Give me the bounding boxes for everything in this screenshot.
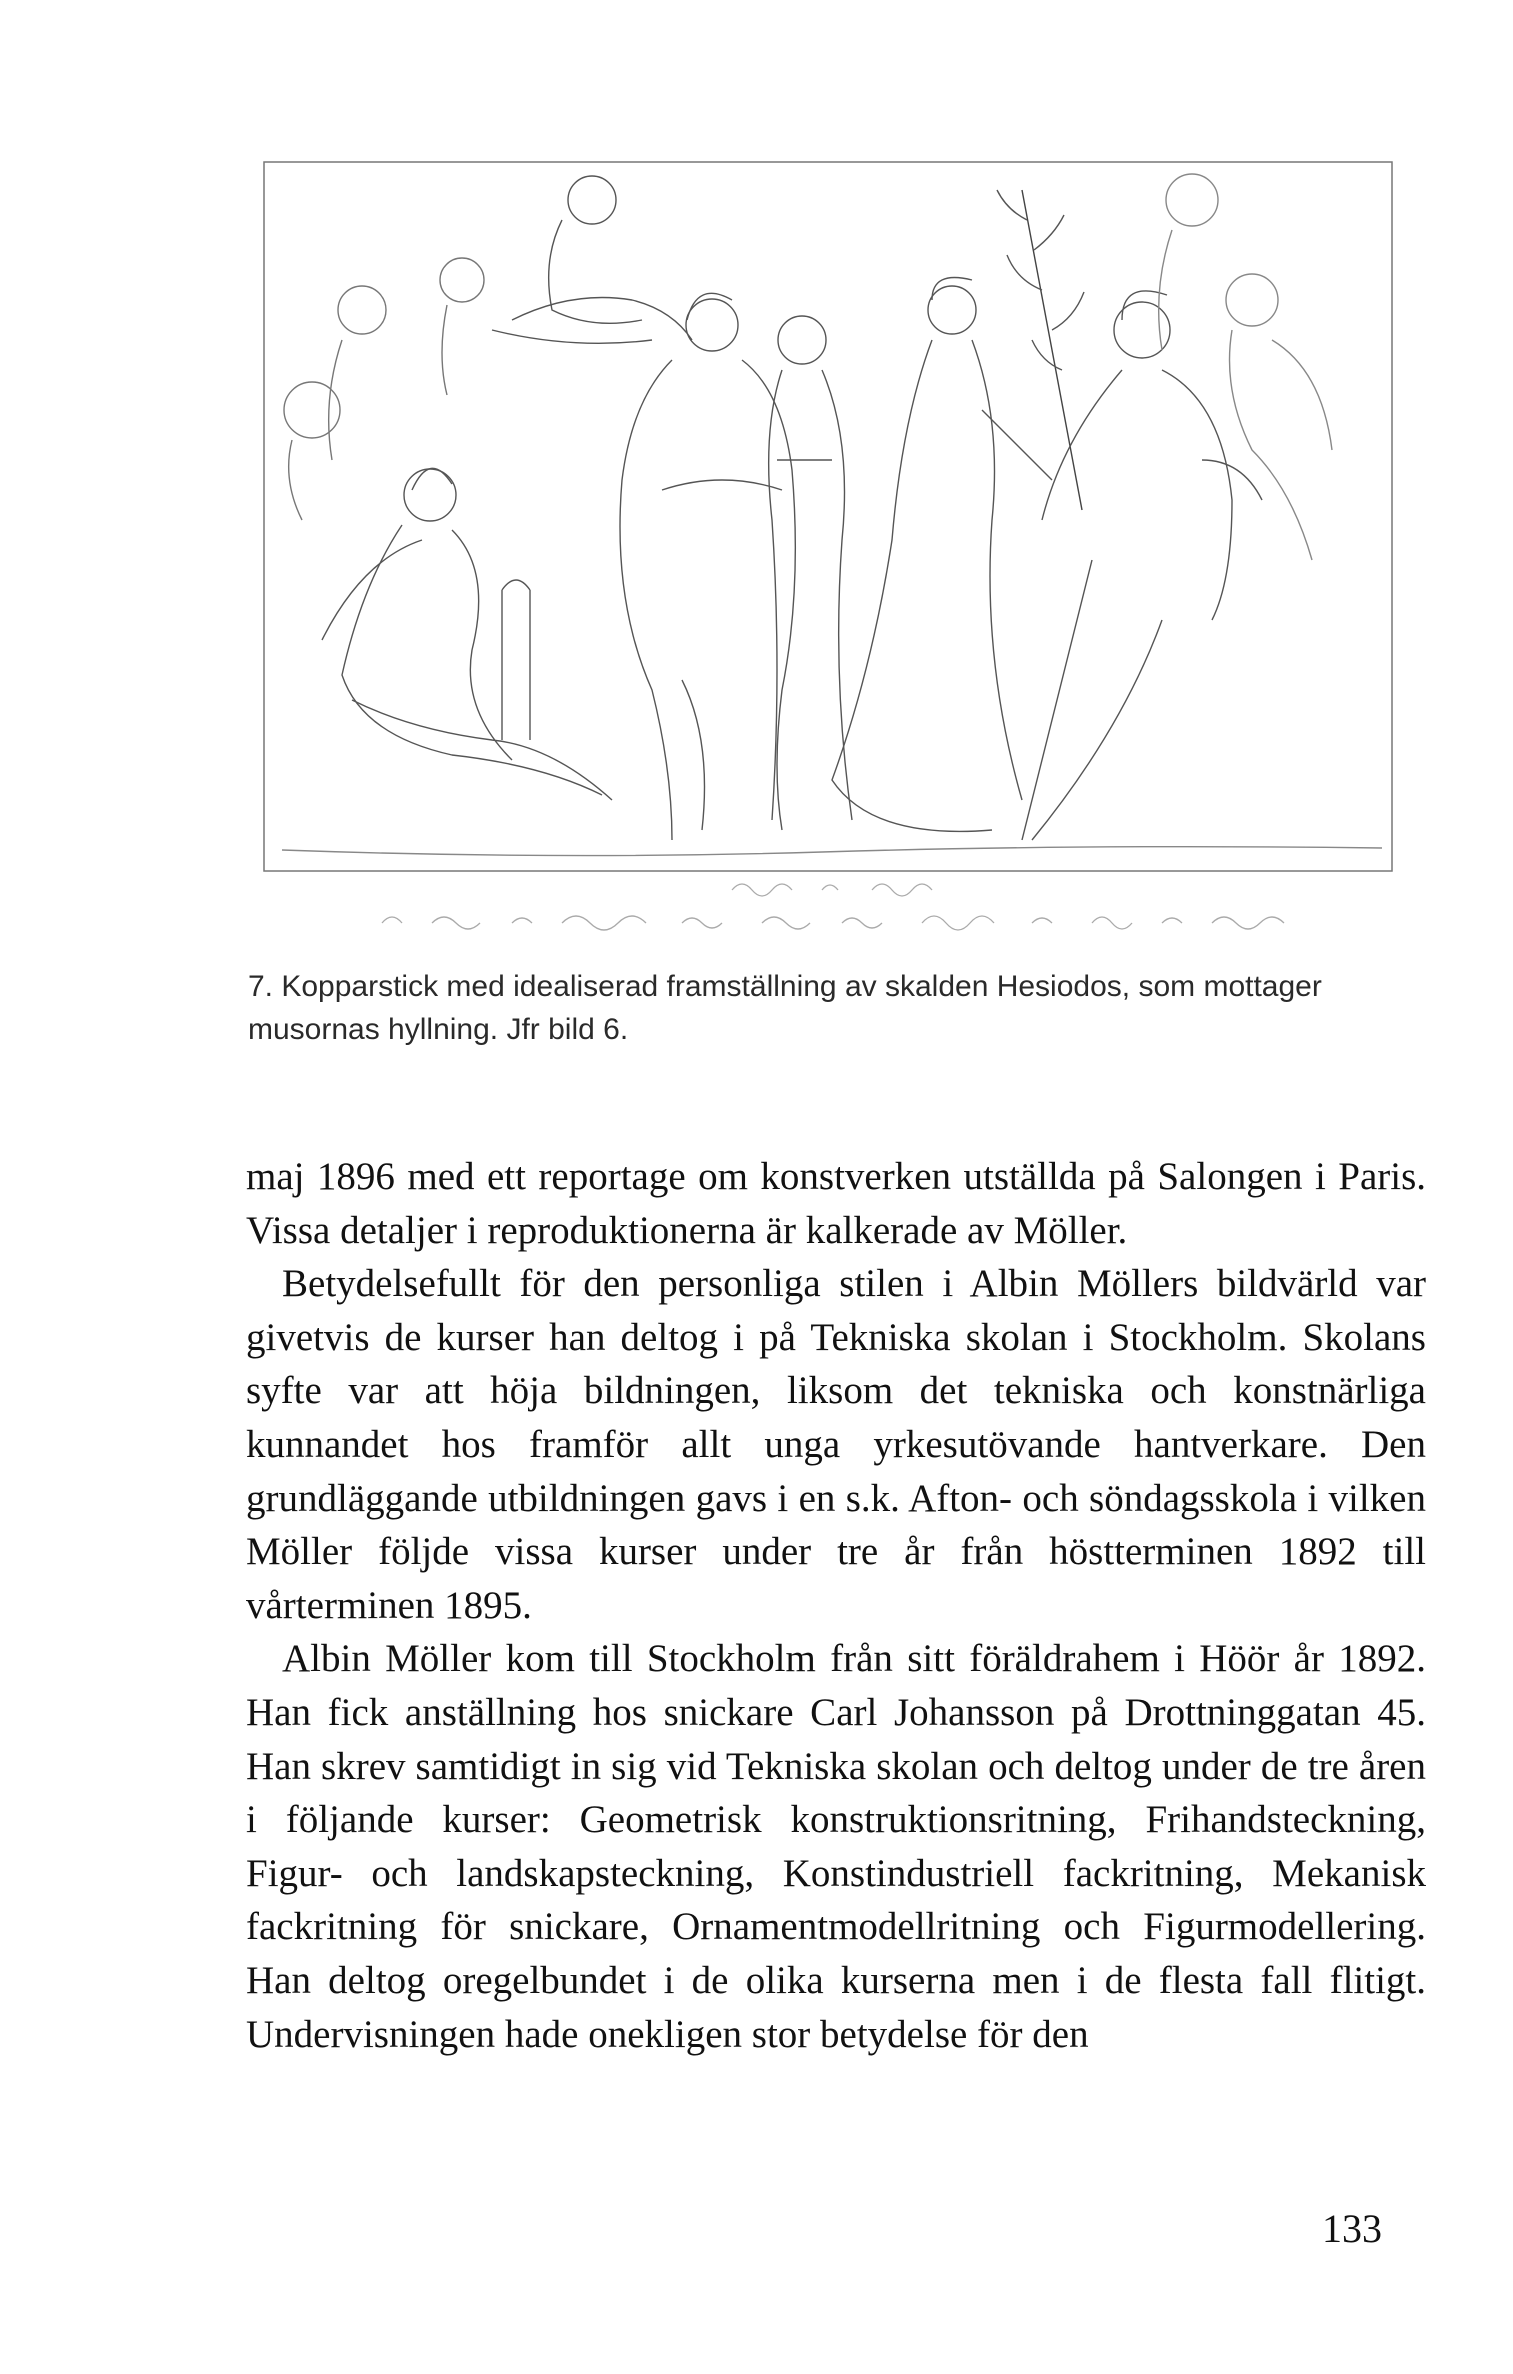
body-text	[246, 1150, 1426, 2061]
figure-caption: 7. Kopparstick med idealiserad framställning av skalden Hesiodos, som mottager musornas hyllning. Jfr bild 6.	[248, 970, 1322, 1046]
paragraph: Albin Möller kom till Stockholm från sitt föräldrahem i Höör år 1892. Han fick anställning hos snickare Carl Johansson på Drottninggatan 45. Han skrev samtidigt in sig vid Tekniska skolan och deltog under de tre åren i följande kurser: Geometrisk konstruktionsritning, Frihandsteckning, Figur- och landskapsteckning, Konstindustriell fackritning, Mekanisk fackritning för snickare, Ornamentmodellritning och Figurmodellering. Han deltog oregelbundet i de olika kurserna men i de flesta fall flitigt. Undervisningen hade onekligen stor betydelse för den	[246, 1637, 1426, 2056]
engraving-illustration	[262, 160, 1394, 873]
engraving-inscription	[262, 868, 1394, 938]
page-number: 133	[1322, 2206, 1382, 2251]
paragraph: maj 1896 med ett reportage om konstverken utställda på Salongen i Paris. Vissa detaljer i reproduktionerna är kalkerade av Möller.	[246, 1155, 1426, 1252]
paragraph: Betydelsefullt för den personliga stilen i Albin Möllers bildvärld var givetvis de kurser han deltog i på Tekniska skolan i Stockholm. Skolans syfte var att höja bildningen, liksom det tekniska och konstnärliga kunnandet hos framför allt unga yrkesutövande hantverkare. Den grundläggande utbildningen gavs i en s.k. Afton- och söndagsskola i vilken Möller följde vissa kurser under tre år från höstterminen 1892 till vårterminen 1895.	[246, 1262, 1426, 1627]
seated-figure-with-lyre	[322, 468, 612, 800]
